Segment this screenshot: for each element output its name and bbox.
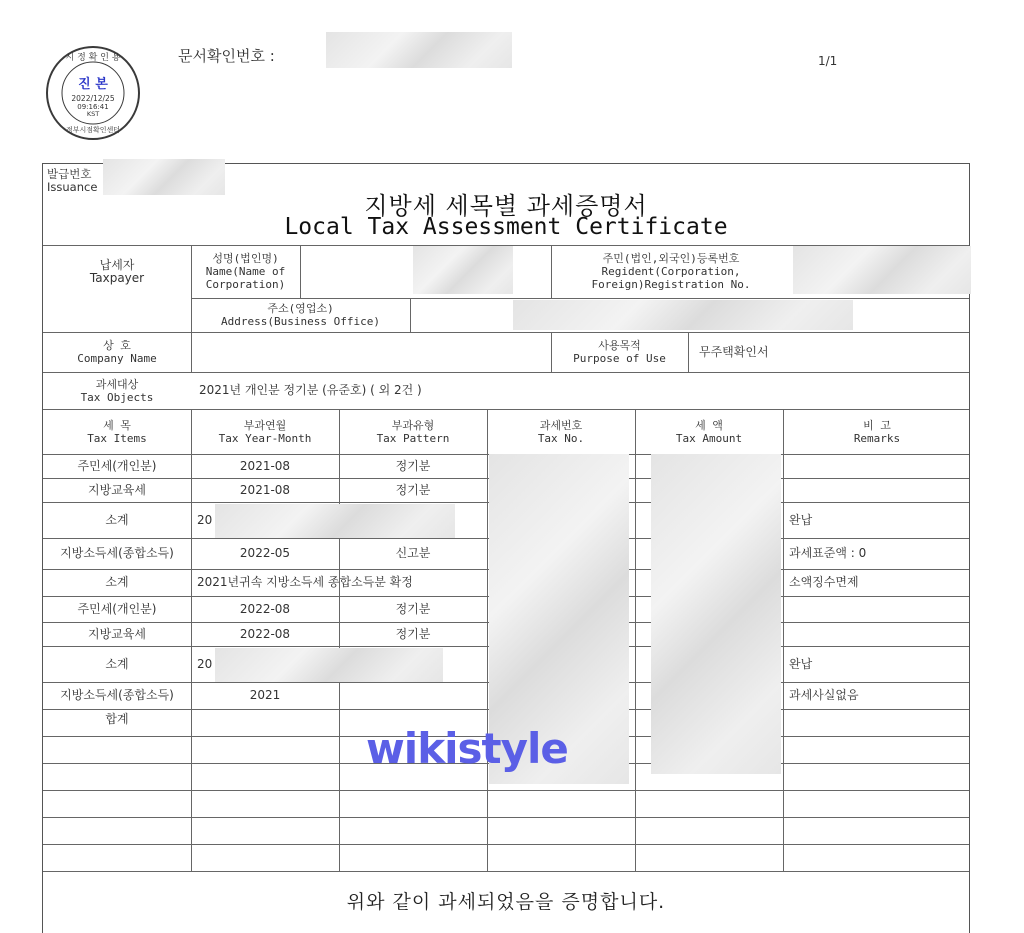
rule-row-14 xyxy=(43,817,969,818)
row-8-item: 소계 xyxy=(105,656,129,671)
redacted-address xyxy=(513,300,853,330)
row-9-remark: 과세사실없음 xyxy=(789,688,859,702)
name-label-en-1: Name(Name of xyxy=(205,265,286,278)
issue-label-en: Issuance xyxy=(47,180,98,194)
col-header-amount xyxy=(635,409,783,454)
row-9-period: 2021 xyxy=(249,688,281,702)
col-header-pattern-en: Tax Pattern xyxy=(376,431,450,445)
seal-bottom-text: 정부시점확인센터 xyxy=(65,126,121,134)
row-2-period: 2021-08 xyxy=(239,482,291,497)
col-header-pattern-ko: 부과유형 xyxy=(391,418,435,432)
row-8-period: 20 xyxy=(197,656,213,671)
row-7-period: 2022-08 xyxy=(239,626,291,641)
row-4-item: 지방소득세(종합소득) xyxy=(60,546,174,560)
redacted-subtotal-1 xyxy=(215,504,455,538)
name-label xyxy=(191,245,300,298)
rule-table-bottom xyxy=(43,871,969,872)
company-label-en: Company Name xyxy=(77,352,157,365)
taxpayer-ko: 납세자 xyxy=(99,257,135,272)
seal-date: 2022/12/25 xyxy=(71,94,115,103)
row-9-item: 지방소득세(종합소득) xyxy=(60,688,174,702)
row-5-remark: 소액징수면제 xyxy=(789,575,859,589)
rule-v-address xyxy=(410,298,411,332)
col-header-taxno-ko: 과세번호 xyxy=(539,418,583,432)
row-1-type: 정기분 xyxy=(395,458,431,473)
col-header-remarks xyxy=(783,409,971,454)
row-6-remark xyxy=(783,596,971,622)
seal-time: 09:16:41 xyxy=(77,103,109,111)
registration-label xyxy=(551,245,791,298)
page-indicator: 1/1 xyxy=(818,54,838,68)
row-1-remark xyxy=(783,454,971,478)
col-header-taxno-en: Tax No. xyxy=(537,431,585,445)
row-2-type: 정기분 xyxy=(395,482,431,497)
rule-row-13 xyxy=(43,790,969,791)
row-7-type: 정기분 xyxy=(395,626,431,641)
row-6-type: 정기분 xyxy=(395,601,431,616)
row-5-item: 소계 xyxy=(105,575,129,589)
redacted-tax-amounts xyxy=(651,454,781,774)
row-6-period: 2022-08 xyxy=(239,601,291,616)
taxpayer-label xyxy=(43,245,191,298)
certificate xyxy=(42,163,970,933)
col-header-items-ko: 세 목 xyxy=(103,418,131,432)
rule-col-3 xyxy=(487,409,488,871)
seal-tz: KST xyxy=(86,110,100,118)
redacted-name xyxy=(413,246,513,294)
redacted-subtotal-2 xyxy=(215,648,443,682)
verification-seal xyxy=(44,44,142,142)
col-header-amount-ko: 세 액 xyxy=(695,418,723,432)
name-label-en-2: Corporation) xyxy=(205,278,286,291)
col-header-remarks-ko: 비 고 xyxy=(863,418,891,432)
row-4-type: 신고분 xyxy=(395,546,431,560)
name-label-ko: 성명(법인명) xyxy=(212,252,279,265)
purpose-label-ko: 사용목적 xyxy=(598,339,641,352)
row-3-period: 20 xyxy=(197,512,213,527)
reg-label-ko: 주민(법인,외국인)등록번호 xyxy=(602,252,740,265)
certification-statement: 위와 같이 과세되었음을 증명합니다. xyxy=(346,891,666,913)
col-header-remarks-en: Remarks xyxy=(853,431,901,445)
row-3-remark: 완납 xyxy=(789,512,813,527)
objects-label-en: Tax Objects xyxy=(80,390,154,404)
seal-icon xyxy=(44,44,142,142)
row-9-type xyxy=(339,682,487,709)
doc-confirm-label: 문서확인번호 : xyxy=(178,47,275,65)
rule-v-purpose-value xyxy=(688,332,689,372)
rule-col-4 xyxy=(635,409,636,871)
col-header-taxno xyxy=(487,409,635,454)
row-7-item: 지방교육세 xyxy=(88,626,146,641)
purpose-label xyxy=(551,332,688,372)
objects-label xyxy=(43,372,191,409)
address-label-ko: 주소(영업소) xyxy=(267,302,334,315)
watermark: wikistyle xyxy=(366,724,568,773)
taxpayer-en: Taxpayer xyxy=(89,270,145,285)
col-header-period-ko: 부과연월 xyxy=(243,418,287,432)
row-2-remark xyxy=(783,478,971,502)
company-label-ko: 상 호 xyxy=(103,339,131,352)
row-6-item: 주민세(개인분) xyxy=(77,601,157,616)
row-1-period: 2021-08 xyxy=(239,458,291,473)
col-header-items-en: Tax Items xyxy=(87,431,147,445)
rule-row-15 xyxy=(43,844,969,845)
col-header-pattern xyxy=(339,409,487,454)
row-5-period: 2021년귀속 지방소득세 종합소득분 확정 xyxy=(197,575,413,589)
col-header-period xyxy=(191,409,339,454)
row-1-item: 주민세(개인분) xyxy=(77,458,157,473)
redacted-registration xyxy=(793,246,971,294)
row-8-remark: 완납 xyxy=(789,656,813,671)
reg-label-en-1: Regident(Corporation, xyxy=(601,265,741,278)
col-header-amount-en: Tax Amount xyxy=(675,431,743,445)
redacted-doc-number xyxy=(326,32,512,68)
reg-label-en-2: Foreign)Registration No. xyxy=(591,278,751,291)
issue-label-ko: 발급번호 xyxy=(47,167,92,181)
objects-label-ko: 과세대상 xyxy=(95,377,139,391)
address-label xyxy=(191,298,410,332)
title-korean: 지방세 세목별 과세증명서 xyxy=(364,192,648,220)
company-label xyxy=(43,332,191,372)
row-4-remark: 과세표준액 : 0 xyxy=(789,546,867,560)
row-total-item: 합계 xyxy=(105,711,129,726)
row-2-item: 지방교육세 xyxy=(88,482,146,497)
address-label-en: Address(Business Office) xyxy=(221,315,380,328)
row-7-remark xyxy=(783,622,971,646)
col-header-period-en: Tax Year-Month xyxy=(218,431,312,445)
col-header-items xyxy=(43,409,191,454)
row-4-period: 2022-05 xyxy=(239,546,291,560)
title-english: Local Tax Assessment Certificate xyxy=(284,214,728,240)
row-total-period xyxy=(191,709,339,736)
purpose-value: 무주택확인서 xyxy=(699,344,769,359)
seal-top-text: 시 정 확 인 용 xyxy=(65,53,121,63)
purpose-label-en: Purpose of Use xyxy=(573,352,666,365)
row-total-remark xyxy=(783,709,971,736)
rule-v-name xyxy=(300,245,301,298)
objects-value: 2021년 개인분 정기분 (유준호) ( 외 2건 ) xyxy=(199,383,422,397)
row-3-item: 소계 xyxy=(105,512,129,527)
seal-center-text: 진 본 xyxy=(78,77,108,92)
